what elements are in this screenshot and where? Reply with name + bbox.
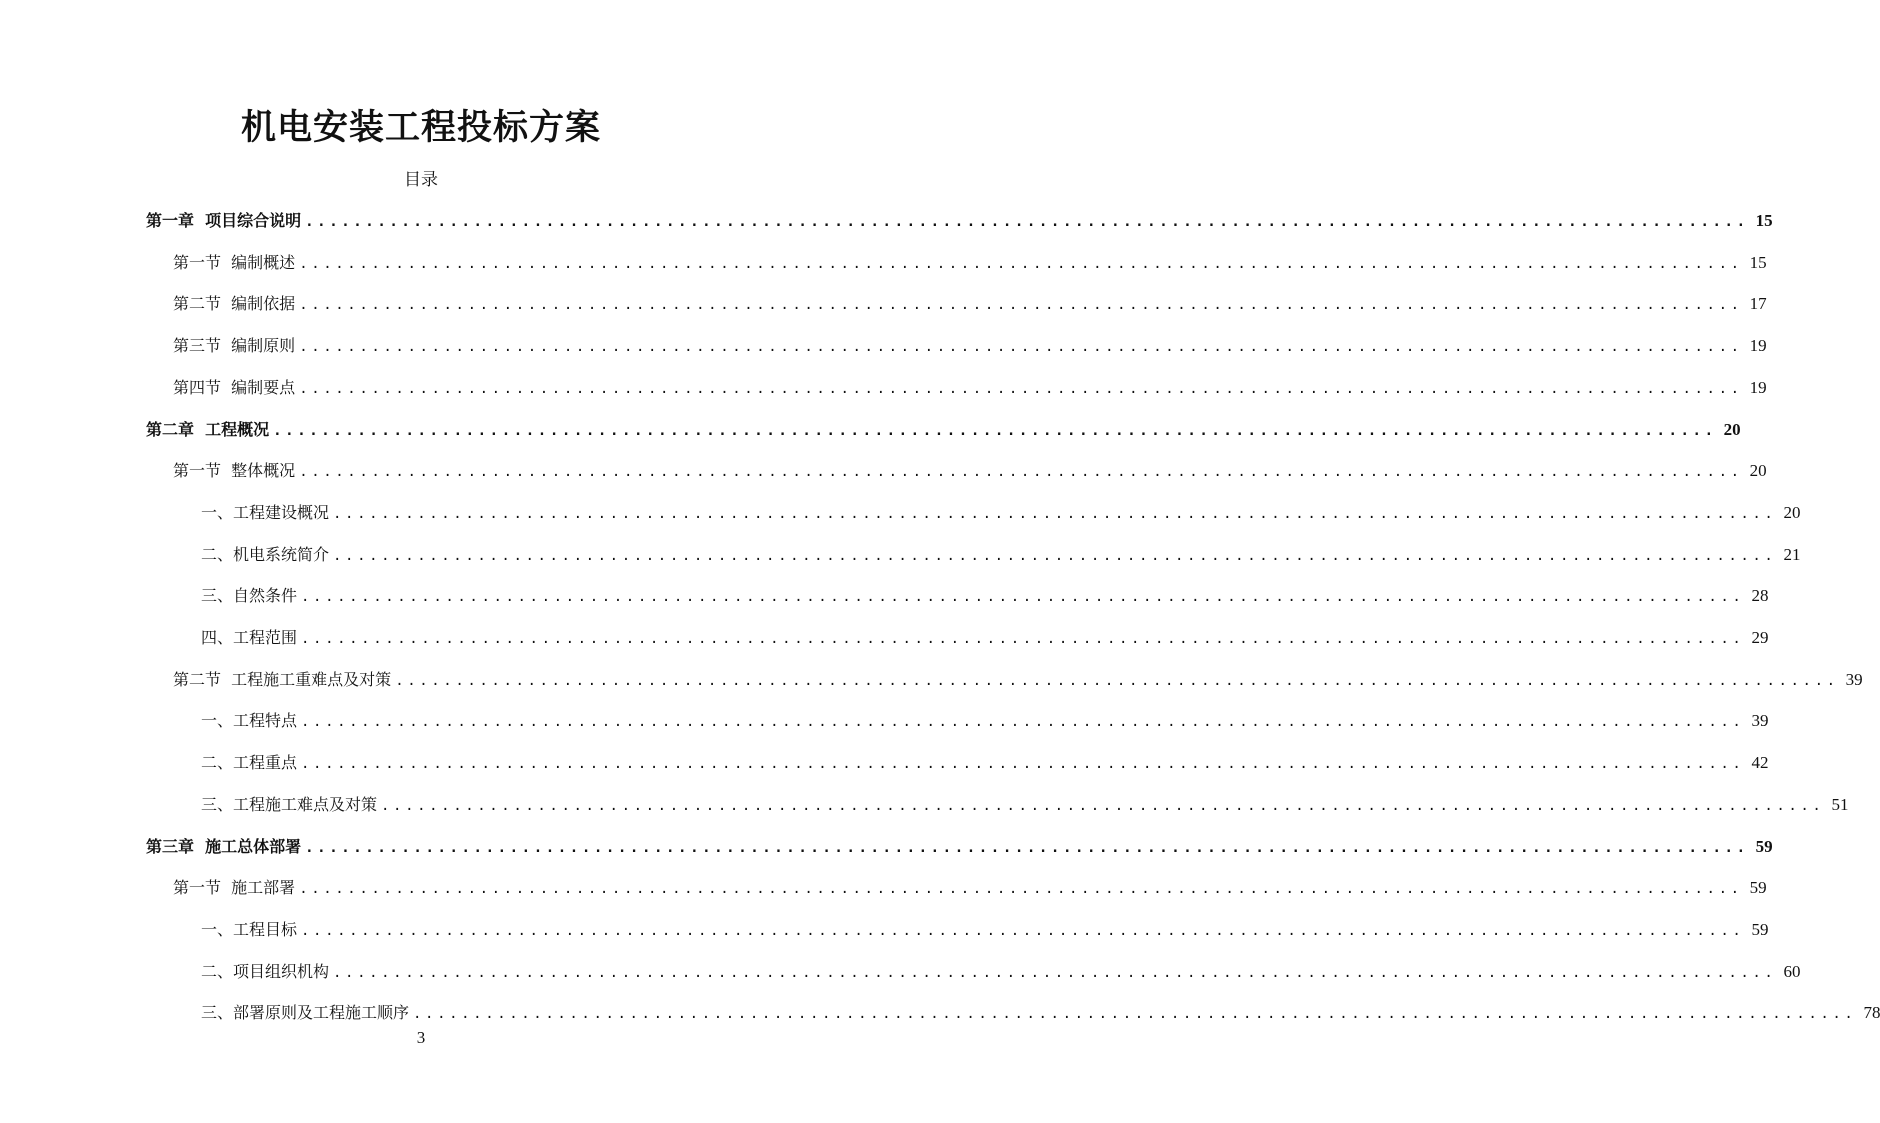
toc-dot-leader: ........................................................................................................................ [381,797,1825,814]
toc-entry-title: 第一章 项目综合说明 [146,211,302,230]
toc-entry-title: 第二节 编制依据 [173,294,296,314]
toc-dot-leader: ........................................................................................................................ [301,714,1745,731]
toc-entry-page: 42 [1751,753,1769,773]
toc-entry-title: 第一节 施工部署 [173,878,296,898]
toc-dot-leader: ........................................................................................................................ [305,214,1749,230]
toc-entry-page: 15 [1749,252,1767,272]
toc-entry-title: 第一节 整体概况 [173,461,296,481]
toc-dot-leader: ........................................................................................................................ [395,672,1839,689]
toc-entry[interactable] [201,748,1769,778]
toc-entry[interactable] [201,498,1801,528]
toc-entry-page: 19 [1749,336,1767,356]
toc-entry[interactable] [201,706,1769,736]
toc-entry[interactable] [201,957,1801,987]
toc-entry[interactable] [173,873,1767,903]
toc-dot-leader: ........................................................................................................................ [301,922,1745,939]
toc-entry[interactable] [173,456,1767,486]
toc-entry[interactable] [146,415,1741,445]
toc-dot-leader: ........................................................................................................................ [301,631,1745,647]
toc-entry-title: 二、机电系统简介 [201,544,330,564]
toc-entry-title: 第二章 工程概况 [146,419,270,439]
toc-entry-page: 59 [1755,836,1773,856]
toc-entry-page: 20 [1783,502,1801,522]
toc-entry[interactable] [201,998,1880,1028]
toc-entry-title: 第一节 编制概述 [173,252,296,272]
toc-dot-leader: ........................................................................................................................ [299,339,1743,356]
toc-dot-leader: ........................................................................................................................ [333,547,1777,564]
toc-dot-leader: ........................................................................................................................ [301,589,1745,606]
page-title: 机电安装工程投标方案 [240,107,601,148]
toc-entry[interactable] [173,665,1863,695]
toc-dot-leader: ........................................................................................................................ [301,756,1745,773]
toc-entry-title: 一、工程建设概况 [201,502,330,522]
toc-entry-title: 二、项目组织机构 [201,961,330,981]
toc-entry[interactable] [201,581,1769,611]
toc-entry-page: 60 [1783,961,1801,981]
toc-entry[interactable] [173,331,1767,361]
toc-entry-title: 二、工程重点 [201,753,298,773]
toc-entry-title: 第二节 工程施工重难点及对策 [173,669,392,689]
toc-dot-leader: ........................................................................................................................ [305,839,1749,856]
toc-dot-leader: ........................................................................................................................ [299,380,1743,397]
toc-dot-leader: ........................................................................................................................ [273,422,1717,439]
toc-entry-page: 20 [1723,419,1741,439]
toc-entry[interactable] [201,623,1769,653]
toc-dot-leader: ........................................................................................................................ [413,1006,1857,1023]
toc-entry-page: 78 [1863,1003,1880,1023]
toc-entry[interactable] [173,373,1767,403]
toc-entry-page: 29 [1751,628,1769,647]
toc-entry-page: 59 [1751,919,1769,939]
toc-entry-title: 三、自然条件 [201,586,298,606]
toc-dot-leader: ........................................................................................................................ [333,505,1777,522]
toc-entry[interactable] [201,790,1849,820]
toc-entry-page: 15 [1755,211,1773,230]
toc-entry[interactable] [173,248,1767,278]
toc-entry[interactable] [173,289,1767,319]
toc-entry-title: 第三节 编制原则 [173,336,296,356]
toc-entry[interactable] [201,915,1769,945]
toc-dot-leader: ........................................................................................................................ [299,881,1743,898]
toc-entry-title: 四、工程范围 [201,628,298,647]
toc-entry-title: 三、部署原则及工程施工顺序 [201,1003,410,1023]
toc-dot-leader: ........................................................................................................................ [333,964,1777,981]
toc-entry-page: 51 [1831,794,1849,814]
toc-entry-title: 三、工程施工难点及对策 [201,794,378,814]
toc-entry-page: 28 [1751,586,1769,606]
toc-entry-page: 39 [1751,711,1769,731]
toc-entry-page: 39 [1845,669,1863,689]
page-number: 3 [416,1028,426,1047]
toc-entry-page: 19 [1749,377,1767,397]
toc-entry-page: 21 [1783,544,1801,564]
toc-dot-leader: ........................................................................................................................ [299,297,1743,314]
toc-entry-page: 59 [1749,878,1767,898]
toc-entry-page: 17 [1749,294,1767,314]
toc-entry-title: 一、工程目标 [201,919,298,939]
toc-heading: 目录 [404,170,438,190]
toc-entry[interactable] [146,206,1773,236]
toc-entry-title: 第三章 施工总体部署 [146,836,302,856]
toc-entry-title: 一、工程特点 [201,711,298,731]
toc-entry[interactable] [146,832,1773,862]
toc-entry-page: 20 [1749,461,1767,481]
toc-dot-leader: ........................................................................................................................ [299,255,1743,272]
toc-entry-title: 第四节 编制要点 [173,377,296,397]
toc-dot-leader: ........................................................................................................................ [299,464,1743,481]
toc-entry[interactable] [201,540,1801,570]
